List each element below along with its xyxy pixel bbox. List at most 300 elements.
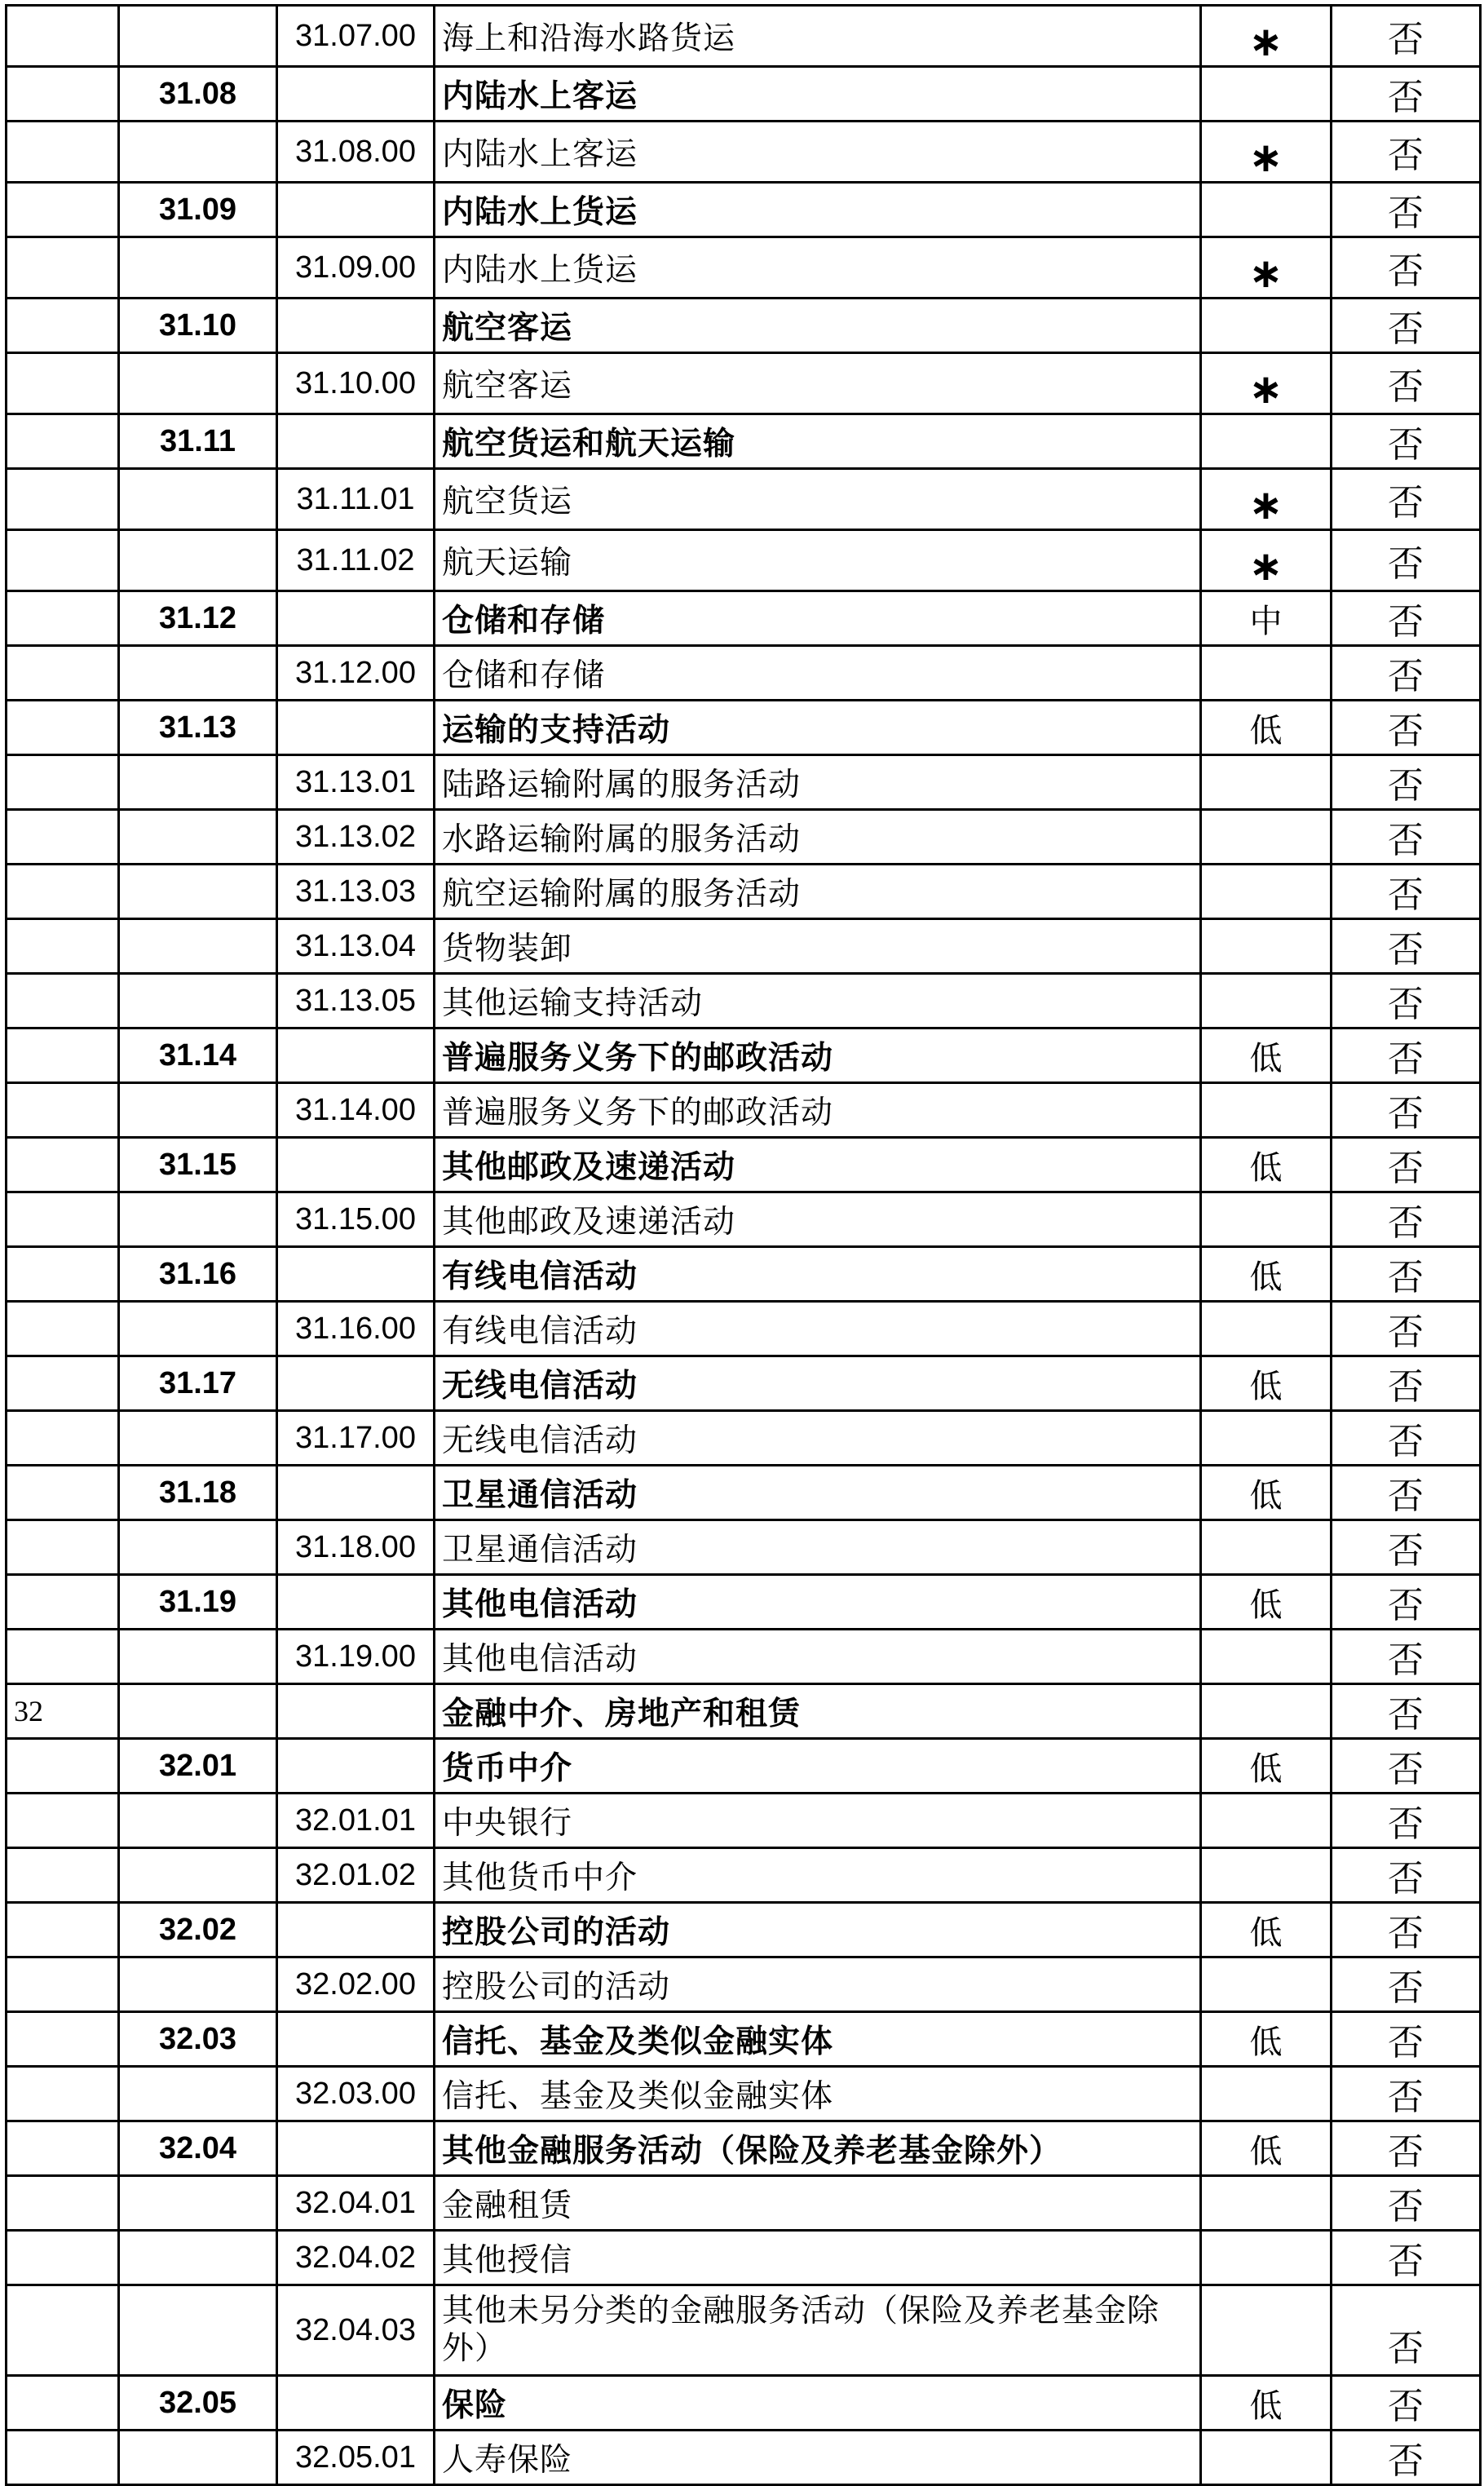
section-code-cell [7, 974, 119, 1028]
section-code-cell [7, 2067, 119, 2121]
class-code-cell [277, 591, 435, 646]
description-cell: 保险 [435, 2376, 1201, 2431]
risk-level-cell [1201, 865, 1332, 919]
risk-level-cell: 低 [1201, 2121, 1332, 2176]
risk-level-cell [1201, 1302, 1332, 1356]
group-code-cell: 31.15 [119, 1138, 277, 1192]
table-row [7, 353, 1481, 414]
flag-cell: 否 [1332, 2285, 1481, 2376]
section-code-cell [7, 2431, 119, 2485]
table-row [7, 414, 1481, 469]
group-code-cell [119, 755, 277, 810]
table-row [7, 2121, 1481, 2176]
risk-level-cell: 低 [1201, 1575, 1332, 1630]
risk-level-cell [1201, 2176, 1332, 2231]
description-cell: 其他邮政及速递活动 [435, 1138, 1201, 1192]
flag-cell: 否 [1332, 122, 1481, 183]
section-code-cell [7, 1466, 119, 1520]
section-code-cell [7, 2012, 119, 2067]
group-code-cell [119, 2431, 277, 2485]
description-cell: 内陆水上货运 [435, 237, 1201, 299]
class-code-cell: 32.01.02 [277, 1848, 435, 1903]
section-code-cell [7, 1356, 119, 1411]
risk-level-cell: 低 [1201, 1138, 1332, 1192]
description-cell: 航空客运 [435, 299, 1201, 353]
description-cell: 仓储和存储 [435, 591, 1201, 646]
description-cell: 中央银行 [435, 1794, 1201, 1848]
table-row [7, 810, 1481, 865]
class-code-cell: 32.02.00 [277, 1957, 435, 2012]
description-cell: 普遍服务义务下的邮政活动 [435, 1028, 1201, 1083]
description-cell: 卫星通信活动 [435, 1520, 1201, 1575]
description-cell: 其他运输支持活动 [435, 974, 1201, 1028]
section-code-cell [7, 2376, 119, 2431]
class-code-cell: 31.09.00 [277, 237, 435, 299]
class-code-cell [277, 1575, 435, 1630]
risk-level-cell [1201, 1957, 1332, 2012]
flag-cell: 否 [1332, 1630, 1481, 1684]
description-cell: 其他未另分类的金融服务活动（保险及养老基金除外） [435, 2285, 1201, 2376]
flag-cell: 否 [1332, 755, 1481, 810]
group-code-cell [119, 1630, 277, 1684]
class-code-cell: 31.14.00 [277, 1083, 435, 1138]
section-code-cell [7, 2121, 119, 2176]
group-code-cell [119, 2285, 277, 2376]
section-code-cell [7, 67, 119, 122]
class-code-cell [277, 414, 435, 469]
risk-level-cell [1201, 974, 1332, 1028]
description-cell: 其他授信 [435, 2231, 1201, 2285]
section-code-cell [7, 530, 119, 591]
section-code-cell [7, 1957, 119, 2012]
class-code-cell: 31.11.01 [277, 469, 435, 530]
flag-cell: 否 [1332, 469, 1481, 530]
table-row [7, 1957, 1481, 2012]
group-code-cell [119, 919, 277, 974]
class-code-cell: 31.13.03 [277, 865, 435, 919]
group-code-cell: 32.04 [119, 2121, 277, 2176]
section-code-cell [7, 1411, 119, 1466]
flag-cell: 否 [1332, 591, 1481, 646]
class-code-cell: 31.08.00 [277, 122, 435, 183]
class-code-cell: 31.17.00 [277, 1411, 435, 1466]
section-code-cell [7, 1575, 119, 1630]
section-code-cell [7, 646, 119, 701]
description-cell: 金融租赁 [435, 2176, 1201, 2231]
table-row [7, 2431, 1481, 2485]
flag-cell: 否 [1332, 2012, 1481, 2067]
table-row [7, 1192, 1481, 1247]
section-code-cell [7, 865, 119, 919]
flag-cell: 否 [1332, 1356, 1481, 1411]
class-code-cell: 32.01.01 [277, 1794, 435, 1848]
section-code-cell [7, 810, 119, 865]
group-code-cell: 31.17 [119, 1356, 277, 1411]
risk-level-cell: 低 [1201, 1028, 1332, 1083]
flag-cell: 否 [1332, 1739, 1481, 1794]
risk-level-cell [1201, 1630, 1332, 1684]
class-code-cell: 32.03.00 [277, 2067, 435, 2121]
flag-cell: 否 [1332, 1247, 1481, 1302]
classification-table [5, 4, 1482, 2486]
flag-cell: 否 [1332, 530, 1481, 591]
table-row [7, 469, 1481, 530]
flag-cell: 否 [1332, 865, 1481, 919]
table-row [7, 1848, 1481, 1903]
table-row [7, 1247, 1481, 1302]
flag-cell: 否 [1332, 810, 1481, 865]
flag-cell: 否 [1332, 353, 1481, 414]
table-row [7, 2067, 1481, 2121]
group-code-cell: 31.16 [119, 1247, 277, 1302]
description-cell: 普遍服务义务下的邮政活动 [435, 1083, 1201, 1138]
table-row [7, 1520, 1481, 1575]
table-row [7, 6, 1481, 67]
section-code-cell [7, 6, 119, 67]
group-code-cell [119, 353, 277, 414]
section-code-cell [7, 1739, 119, 1794]
description-cell: 有线电信活动 [435, 1302, 1201, 1356]
flag-cell: 否 [1332, 67, 1481, 122]
description-cell: 其他金融服务活动（保险及养老基金除外） [435, 2121, 1201, 2176]
group-code-cell [119, 865, 277, 919]
description-cell: 其他电信活动 [435, 1575, 1201, 1630]
group-code-cell [119, 237, 277, 299]
group-code-cell: 31.19 [119, 1575, 277, 1630]
risk-level-cell: 低 [1201, 1247, 1332, 1302]
section-code-cell: 32 [7, 1684, 119, 1739]
flag-cell: 否 [1332, 1684, 1481, 1739]
table-row [7, 974, 1481, 1028]
class-code-cell: 32.05.01 [277, 2431, 435, 2485]
risk-level-cell: ∗ [1201, 237, 1332, 299]
flag-cell: 否 [1332, 1083, 1481, 1138]
description-cell: 仓储和存储 [435, 646, 1201, 701]
table-row [7, 1302, 1481, 1356]
section-code-cell [7, 299, 119, 353]
flag-cell: 否 [1332, 1138, 1481, 1192]
table-row [7, 2376, 1481, 2431]
section-code-cell [7, 183, 119, 237]
section-code-cell [7, 1083, 119, 1138]
table-row [7, 1356, 1481, 1411]
table-row [7, 1684, 1481, 1739]
description-cell: 其他货币中介 [435, 1848, 1201, 1903]
risk-level-cell [1201, 2285, 1332, 2376]
risk-level-cell [1201, 1411, 1332, 1466]
description-cell: 货币中介 [435, 1739, 1201, 1794]
class-code-cell: 32.04.02 [277, 2231, 435, 2285]
description-cell: 运输的支持活动 [435, 701, 1201, 755]
table-row [7, 299, 1481, 353]
group-code-cell: 31.11 [119, 414, 277, 469]
group-code-cell [119, 974, 277, 1028]
group-code-cell [119, 122, 277, 183]
table-row [7, 530, 1481, 591]
risk-level-cell [1201, 2431, 1332, 2485]
section-code-cell [7, 1630, 119, 1684]
table-row [7, 701, 1481, 755]
risk-level-cell [1201, 299, 1332, 353]
table-row [7, 755, 1481, 810]
class-code-cell [277, 2376, 435, 2431]
section-code-cell [7, 701, 119, 755]
class-code-cell: 31.15.00 [277, 1192, 435, 1247]
class-code-cell [277, 701, 435, 755]
flag-cell: 否 [1332, 2067, 1481, 2121]
class-code-cell [277, 1028, 435, 1083]
class-code-cell: 31.19.00 [277, 1630, 435, 1684]
section-code-cell [7, 755, 119, 810]
group-code-cell: 31.10 [119, 299, 277, 353]
section-code-cell [7, 469, 119, 530]
class-code-cell: 31.12.00 [277, 646, 435, 701]
group-code-cell [119, 1794, 277, 1848]
description-cell: 卫星通信活动 [435, 1466, 1201, 1520]
flag-cell: 否 [1332, 1028, 1481, 1083]
risk-level-cell: 低 [1201, 1903, 1332, 1957]
description-cell: 控股公司的活动 [435, 1957, 1201, 2012]
risk-level-cell: ∗ [1201, 6, 1332, 67]
risk-level-cell [1201, 414, 1332, 469]
flag-cell: 否 [1332, 2376, 1481, 2431]
flag-cell: 否 [1332, 1848, 1481, 1903]
description-cell: 航天运输 [435, 530, 1201, 591]
description-cell: 航空运输附属的服务活动 [435, 865, 1201, 919]
description-cell: 内陆水上货运 [435, 183, 1201, 237]
risk-level-cell [1201, 2231, 1332, 2285]
flag-cell: 否 [1332, 183, 1481, 237]
table-row [7, 1903, 1481, 1957]
group-code-cell [119, 810, 277, 865]
group-code-cell [119, 1520, 277, 1575]
group-code-cell [119, 2067, 277, 2121]
table-row [7, 865, 1481, 919]
risk-level-cell [1201, 2067, 1332, 2121]
description-cell: 其他电信活动 [435, 1630, 1201, 1684]
section-code-cell [7, 1247, 119, 1302]
group-code-cell: 32.05 [119, 2376, 277, 2431]
risk-level-cell [1201, 1848, 1332, 1903]
description-cell: 货物装卸 [435, 919, 1201, 974]
risk-level-cell [1201, 1083, 1332, 1138]
class-code-cell: 31.18.00 [277, 1520, 435, 1575]
class-code-cell [277, 2121, 435, 2176]
flag-cell: 否 [1332, 2176, 1481, 2231]
table-row [7, 1575, 1481, 1630]
section-code-cell [7, 1903, 119, 1957]
flag-cell: 否 [1332, 414, 1481, 469]
description-cell: 航空货运 [435, 469, 1201, 530]
group-code-cell [119, 1848, 277, 1903]
risk-level-cell [1201, 810, 1332, 865]
class-code-cell [277, 299, 435, 353]
table-row [7, 646, 1481, 701]
class-code-cell [277, 1903, 435, 1957]
table-row [7, 1411, 1481, 1466]
group-code-cell [119, 2231, 277, 2285]
group-code-cell: 32.01 [119, 1739, 277, 1794]
class-code-cell: 31.13.01 [277, 755, 435, 810]
flag-cell: 否 [1332, 1520, 1481, 1575]
flag-cell: 否 [1332, 237, 1481, 299]
flag-cell: 否 [1332, 6, 1481, 67]
class-code-cell [277, 1466, 435, 1520]
risk-level-cell: ∗ [1201, 469, 1332, 530]
table-body [7, 6, 1481, 2485]
description-cell: 金融中介、房地产和租赁 [435, 1684, 1201, 1739]
class-code-cell [277, 1138, 435, 1192]
description-cell: 控股公司的活动 [435, 1903, 1201, 1957]
section-code-cell [7, 591, 119, 646]
flag-cell: 否 [1332, 299, 1481, 353]
class-code-cell: 31.16.00 [277, 1302, 435, 1356]
section-code-cell [7, 919, 119, 974]
group-code-cell [119, 1083, 277, 1138]
flag-cell: 否 [1332, 2121, 1481, 2176]
description-cell: 其他邮政及速递活动 [435, 1192, 1201, 1247]
group-code-cell: 31.14 [119, 1028, 277, 1083]
class-code-cell [277, 67, 435, 122]
class-code-cell: 31.11.02 [277, 530, 435, 591]
group-code-cell [119, 1684, 277, 1739]
class-code-cell [277, 2012, 435, 2067]
class-code-cell: 31.13.02 [277, 810, 435, 865]
table-row [7, 2176, 1481, 2231]
table-row [7, 1630, 1481, 1684]
class-code-cell: 31.07.00 [277, 6, 435, 67]
flag-cell: 否 [1332, 1903, 1481, 1957]
table-row [7, 2285, 1481, 2376]
flag-cell: 否 [1332, 919, 1481, 974]
risk-level-cell [1201, 755, 1332, 810]
description-cell: 海上和沿海水路货运 [435, 6, 1201, 67]
class-code-cell: 32.04.03 [277, 2285, 435, 2376]
description-cell: 水路运输附属的服务活动 [435, 810, 1201, 865]
flag-cell: 否 [1332, 2231, 1481, 2285]
table-row [7, 1739, 1481, 1794]
class-code-cell: 32.04.01 [277, 2176, 435, 2231]
group-code-cell [119, 1302, 277, 1356]
risk-level-cell [1201, 1520, 1332, 1575]
group-code-cell [119, 6, 277, 67]
flag-cell: 否 [1332, 2431, 1481, 2485]
section-code-cell [7, 2285, 119, 2376]
section-code-cell [7, 2176, 119, 2231]
table-row [7, 1138, 1481, 1192]
section-code-cell [7, 2231, 119, 2285]
description-cell: 无线电信活动 [435, 1411, 1201, 1466]
risk-level-cell [1201, 1794, 1332, 1848]
group-code-cell: 31.13 [119, 701, 277, 755]
description-cell: 航空货运和航天运输 [435, 414, 1201, 469]
risk-level-cell: 低 [1201, 701, 1332, 755]
group-code-cell [119, 1957, 277, 2012]
group-code-cell: 31.08 [119, 67, 277, 122]
section-code-cell [7, 1520, 119, 1575]
risk-level-cell [1201, 67, 1332, 122]
table-row [7, 591, 1481, 646]
risk-level-cell: ∗ [1201, 122, 1332, 183]
section-code-cell [7, 122, 119, 183]
flag-cell: 否 [1332, 1794, 1481, 1848]
risk-level-cell [1201, 183, 1332, 237]
flag-cell: 否 [1332, 1192, 1481, 1247]
risk-level-cell [1201, 646, 1332, 701]
class-code-cell: 31.10.00 [277, 353, 435, 414]
group-code-cell [119, 1411, 277, 1466]
flag-cell: 否 [1332, 1411, 1481, 1466]
group-code-cell: 32.02 [119, 1903, 277, 1957]
risk-level-cell [1201, 919, 1332, 974]
table-row [7, 122, 1481, 183]
description-cell: 陆路运输附属的服务活动 [435, 755, 1201, 810]
risk-level-cell: 低 [1201, 1356, 1332, 1411]
section-code-cell [7, 1192, 119, 1247]
group-code-cell: 31.18 [119, 1466, 277, 1520]
table-row [7, 67, 1481, 122]
group-code-cell: 31.09 [119, 183, 277, 237]
table-row [7, 1083, 1481, 1138]
flag-cell: 否 [1332, 1302, 1481, 1356]
flag-cell: 否 [1332, 646, 1481, 701]
section-code-cell [7, 1794, 119, 1848]
flag-cell: 否 [1332, 1957, 1481, 2012]
risk-level-cell: ∗ [1201, 353, 1332, 414]
class-code-cell: 31.13.04 [277, 919, 435, 974]
section-code-cell [7, 1302, 119, 1356]
table-row [7, 1028, 1481, 1083]
risk-level-cell: ∗ [1201, 530, 1332, 591]
risk-level-cell [1201, 1192, 1332, 1247]
section-code-cell [7, 414, 119, 469]
class-code-cell [277, 1356, 435, 1411]
description-cell: 内陆水上客运 [435, 67, 1201, 122]
description-cell: 有线电信活动 [435, 1247, 1201, 1302]
risk-level-cell [1201, 1684, 1332, 1739]
flag-cell: 否 [1332, 701, 1481, 755]
risk-level-cell: 低 [1201, 1466, 1332, 1520]
description-cell: 信托、基金及类似金融实体 [435, 2012, 1201, 2067]
group-code-cell [119, 646, 277, 701]
risk-level-cell: 低 [1201, 1739, 1332, 1794]
section-code-cell [7, 353, 119, 414]
group-code-cell [119, 469, 277, 530]
table-row [7, 2231, 1481, 2285]
section-code-cell [7, 1028, 119, 1083]
table-row [7, 1466, 1481, 1520]
class-code-cell: 31.13.05 [277, 974, 435, 1028]
risk-level-cell: 低 [1201, 2376, 1332, 2431]
table-row [7, 919, 1481, 974]
group-code-cell [119, 530, 277, 591]
table-row [7, 1794, 1481, 1848]
table-row [7, 2012, 1481, 2067]
table-row [7, 237, 1481, 299]
class-code-cell [277, 183, 435, 237]
description-cell: 无线电信活动 [435, 1356, 1201, 1411]
class-code-cell [277, 1739, 435, 1794]
group-code-cell: 31.12 [119, 591, 277, 646]
group-code-cell: 32.03 [119, 2012, 277, 2067]
section-code-cell [7, 237, 119, 299]
section-code-cell [7, 1848, 119, 1903]
risk-level-cell: 中 [1201, 591, 1332, 646]
table-row [7, 183, 1481, 237]
description-cell: 航空客运 [435, 353, 1201, 414]
class-code-cell [277, 1684, 435, 1739]
description-cell: 人寿保险 [435, 2431, 1201, 2485]
